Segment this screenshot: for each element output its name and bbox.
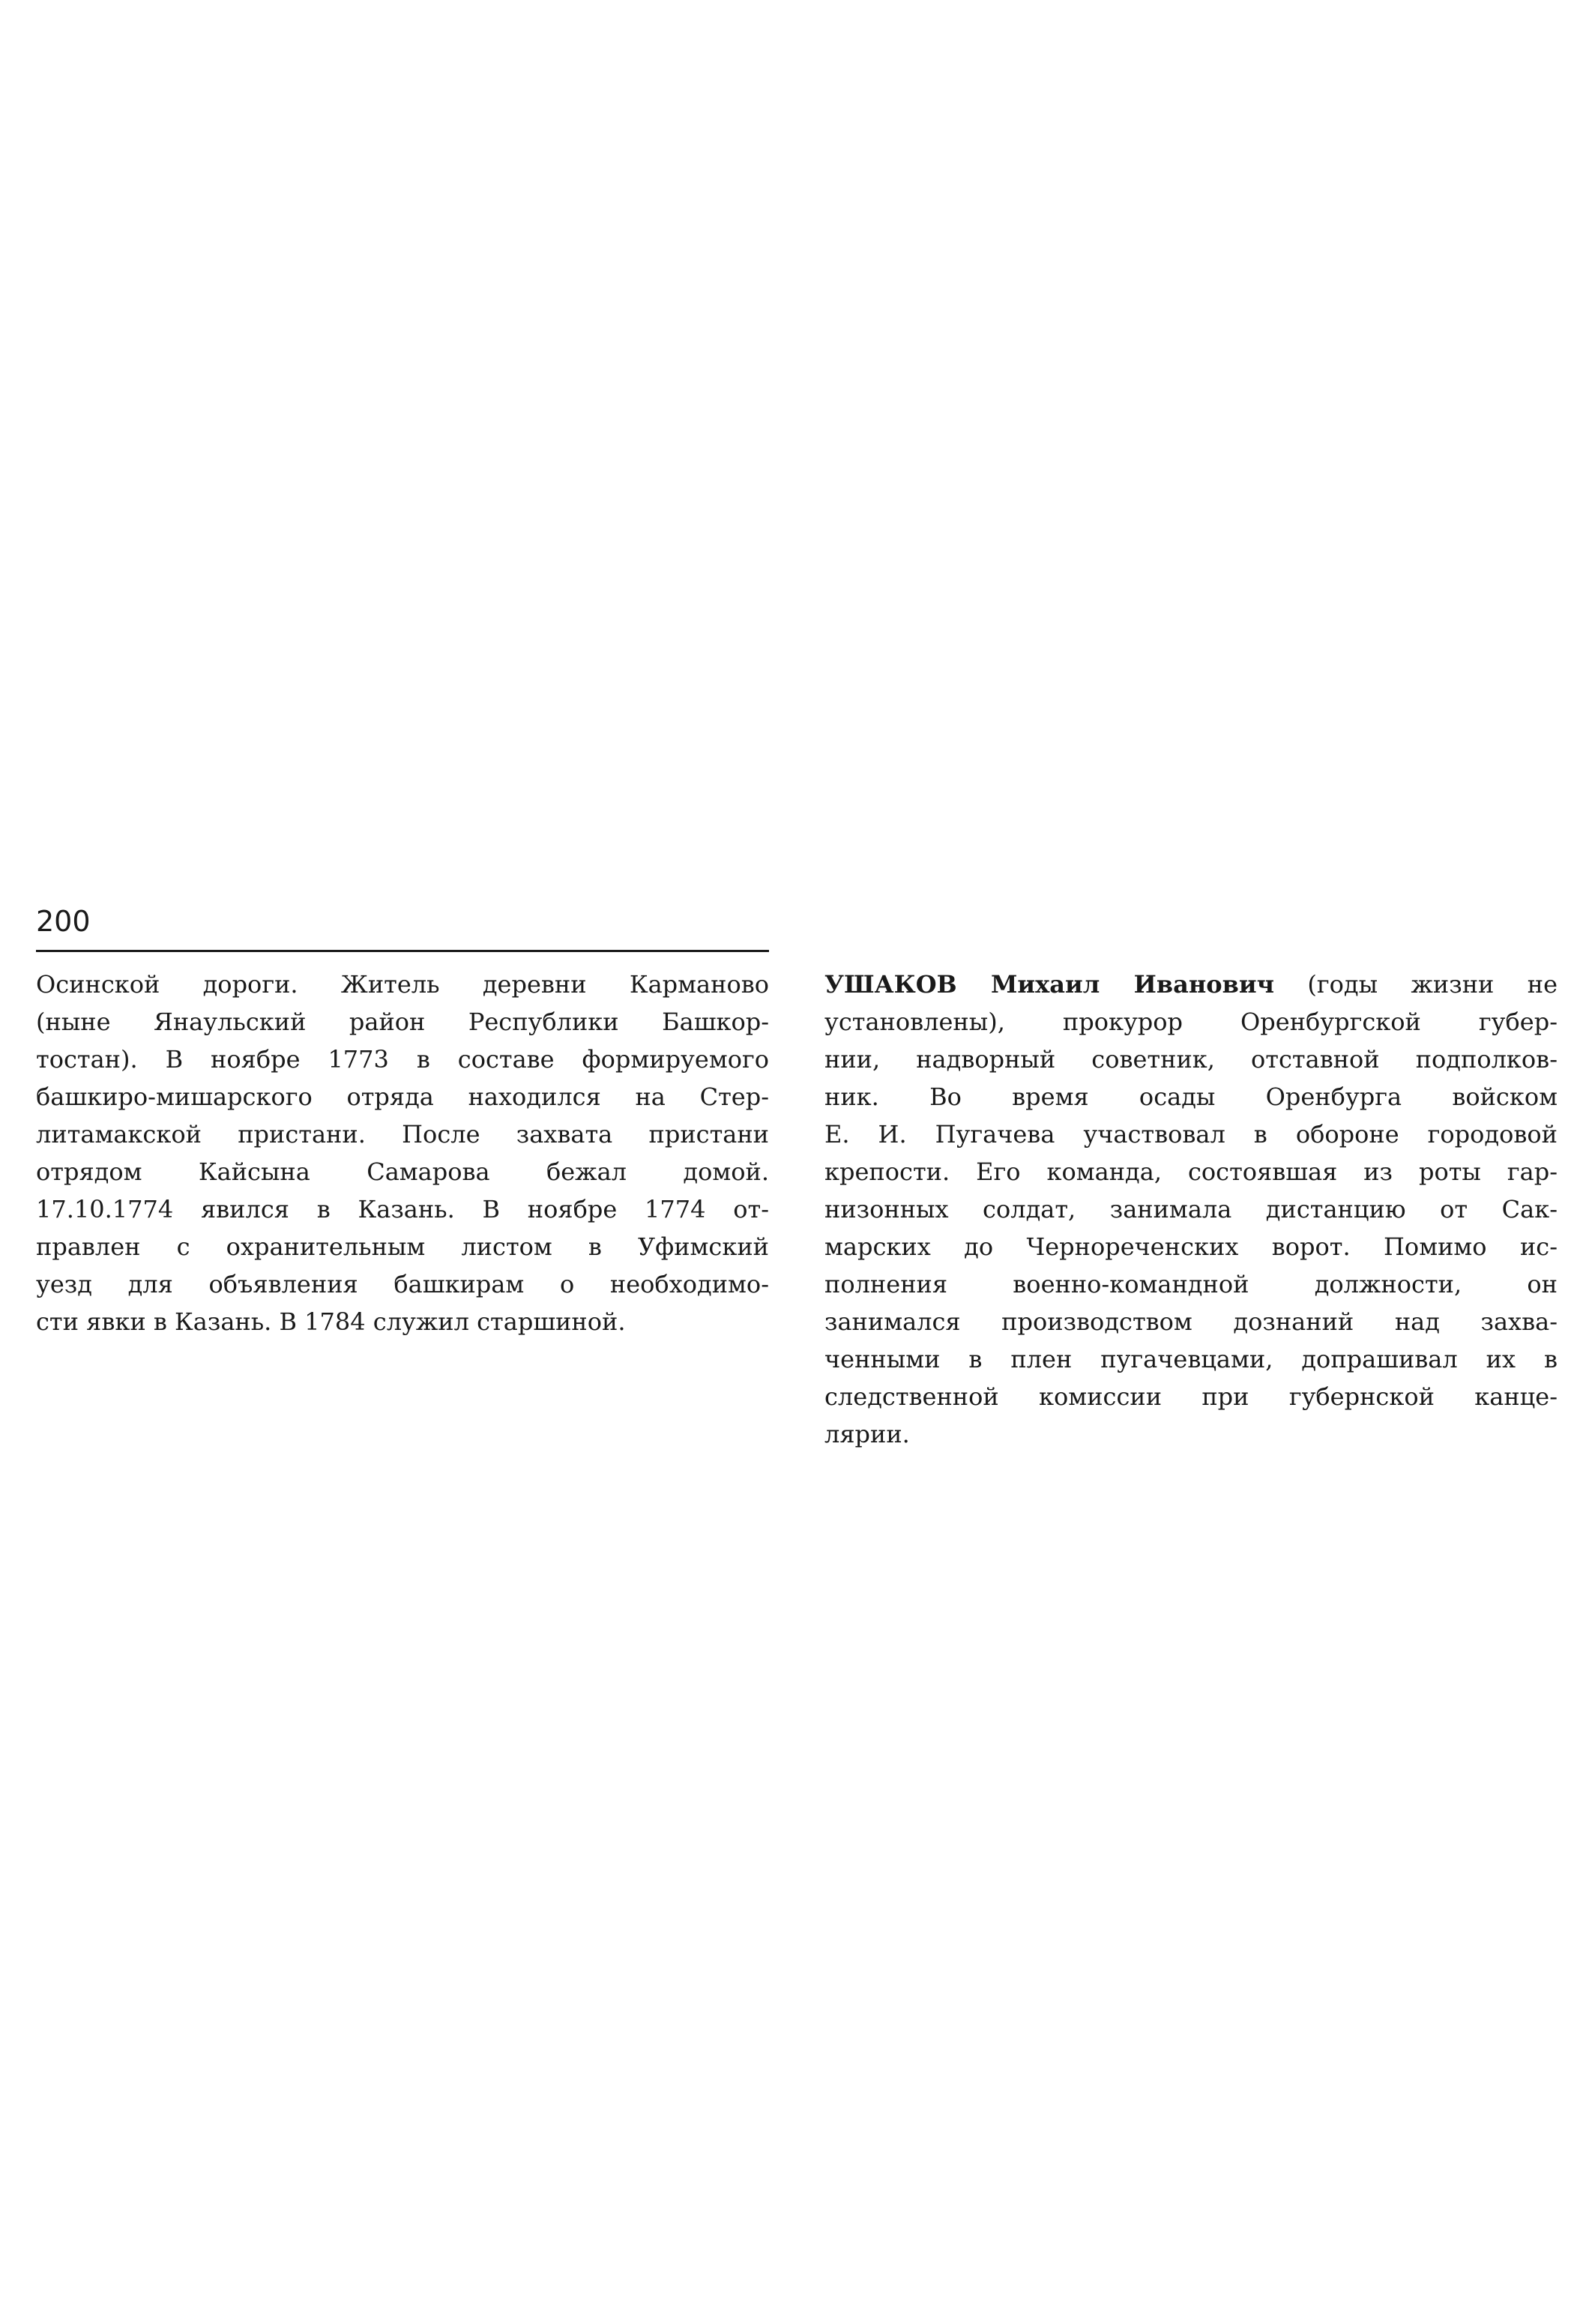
text-line: 17.10.1774 явился в Казань. В ноябре 1774 от- (36, 1195, 769, 1223)
right-column (824, 966, 1558, 1453)
text-line: тостан). В ноябре 1773 в составе формируемого (36, 1045, 769, 1074)
text-line: низонных солдат, занимала дистанцию от Сак- (824, 1195, 1558, 1223)
text-line: сти явки в Казань. В 1784 служил старшиной. (36, 1307, 626, 1336)
text-line: следственной комиссии при губернской канце- (824, 1382, 1558, 1411)
text-line: литамакской пристани. После захвата пристани (36, 1120, 769, 1149)
entry-headword: УШАКОВ Михаил Иванович (824, 970, 1274, 999)
entry-first-line (824, 966, 1558, 1003)
text-line: крепости. Его команда, состоявшая из роты гар- (824, 1158, 1558, 1186)
text-line: отрядом Кайсына Самарова бежал домой. (36, 1158, 769, 1186)
text-line: Е. И. Пугачева участвовал в обороне городовой (824, 1120, 1558, 1149)
text-line: лярии. (824, 1420, 910, 1448)
entry-first-line-rest: (годы жизни не (1274, 970, 1558, 999)
text-line: занимался производством дознаний над захва- (824, 1307, 1558, 1336)
page-number: 200 (36, 905, 91, 938)
text-line: (ныне Янаульский район Республики Башкор- (36, 1008, 769, 1036)
text-line: нии, надворный советник, отставной подполков- (824, 1045, 1558, 1074)
left-column (36, 966, 769, 1340)
text-line: башкиро-мишарского отряда находился на Стер- (36, 1083, 769, 1111)
text-line: Осинской дороги. Житель деревни Карманово (36, 970, 769, 999)
text-line: уезд для объявления башкирам о необходимо- (36, 1270, 769, 1298)
text-line: правлен с охранительным листом в Уфимский (36, 1232, 769, 1261)
header-rule (36, 950, 769, 952)
text-line: полнения военно-командной должности, он (824, 1270, 1558, 1298)
text-line: ченными в плен пугачевцами, допрашивал их в (824, 1345, 1558, 1373)
text-line: ник. Во время осады Оренбурга войском (824, 1083, 1558, 1111)
text-line: установлены), прокурор Оренбургской губер- (824, 1008, 1558, 1036)
text-line: марских до Чернореченских ворот. Помимо ис- (824, 1232, 1558, 1261)
